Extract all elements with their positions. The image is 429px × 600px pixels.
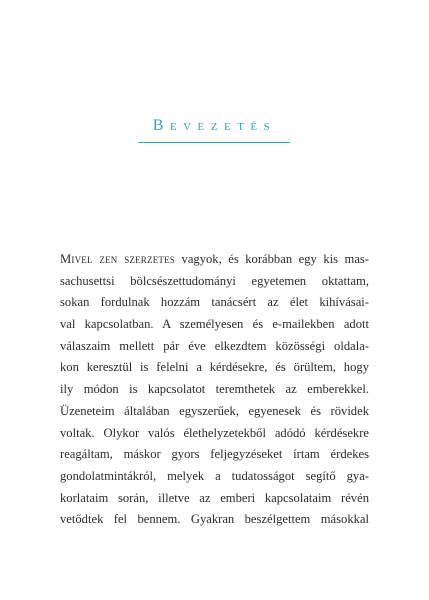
body-line-12: korlataim során, illetve az emberi kapcsolataim révén	[60, 490, 369, 505]
body-line-6: kon keresztül is felelni a kérdésekre, és örültem, hogy	[60, 360, 369, 375]
body-line-13: vetődtek fel bennem. Gyakran beszélgettem másokkal	[60, 512, 369, 527]
body-line-9: voltak. Olykor valós élethelyzetekből adódó kérdésekre	[60, 425, 369, 440]
body-line-1-rest: vagyok, és korábban egy kis mas-	[175, 252, 370, 266]
body-line-1	[60, 249, 369, 271]
body-text	[60, 249, 369, 531]
body-line-5: válaszaim mellett pár éve elkezdtem közösségi oldala-	[60, 338, 369, 353]
lead-in-small-caps: Mivel zen szerzetes	[60, 252, 176, 266]
body-line-11: gondolatmintákról, melyek a tudatosságot segítő gya-	[60, 468, 369, 483]
body-line-10: reagáltam, máskor gyors feljegyzéseket írtam érdekes	[60, 447, 369, 462]
chapter-title: Bevezetés	[152, 117, 277, 134]
body-line-3: sokan fordulnak hozzám tanácsért az élet kihívásai-	[60, 295, 369, 310]
chapter-title-underline	[138, 142, 290, 143]
body-line-4: val kapcsolatban. A személyesen és e-mailekben adott	[60, 317, 369, 332]
body-line-7: ily módon is kapcsolatot teremthetek az emberekkel.	[60, 382, 369, 397]
body-line-2: sachusettsi bölcsészettudományi egyetemen oktattam,	[60, 273, 369, 288]
body-line-8: Üzeneteim általában egyszerűek, egyenesek és rövidek	[60, 403, 369, 418]
